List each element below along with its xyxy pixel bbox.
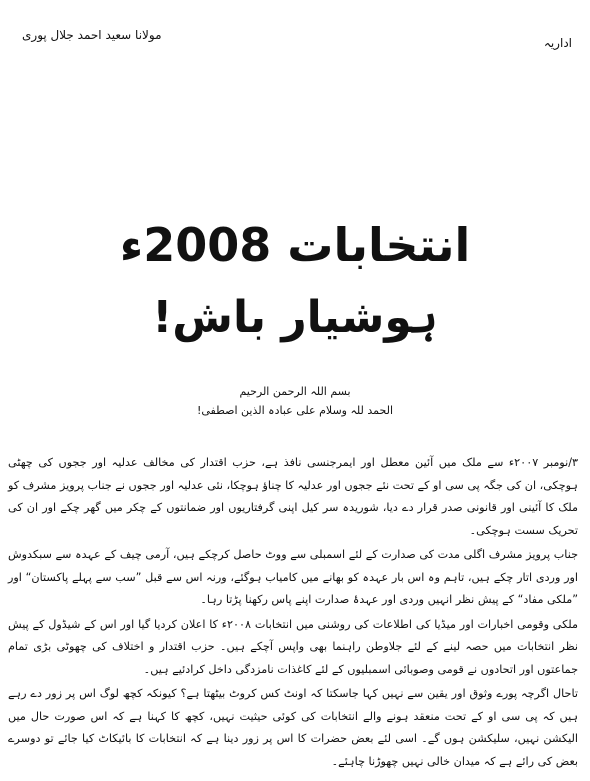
article-body — [8, 452, 578, 775]
page-subtitle: ہوشیار باش! — [152, 292, 438, 343]
article-paragraph: تاحال اگرچہ پورے وثوق اور یقین سے نہیں کہا جاسکتا کہ اونٹ کس کروٹ بیٹھتا ہے؟ کیونکہ کچھ لوگ اس پر زور دے رہے ہیں کہ پی سی او کے تحت منعقد ہونے والے انتخابات کی کوئی حیثیت نہیں، کچھ کا کہنا ہے کہ اس صورت حال میں الیکشن نہیں، سلیکشن ہوں گے۔ اسی لئے بعض حضرات کا اس پر زور دینا ہے کہ انتخابات کا بائیکاٹ کیا جائے تو دوسرے بعض کی رائے ہے کہ میدان خالی نہیں چھوڑنا چاہئے۔ — [8, 687, 578, 768]
article-paragraph: ۳/نومبر ۲۰۰۷ء سے ملک میں آئین معطل اور ایمرجنسی نافذ ہے، حزب اقتدار کی مخالف عدلیہ اور ججوں کی چھٹی ہوچکی، ان کی جگہ پی سی او کے تحت نئے ججوں اور عدلیہ کا چناؤ ہوچکا، نئی عدلیہ اور ججوں نے جناب پرویز مشرف کو ملک کا آئینی اور قانونی صدر قرار دے دیا، شوریدہ سر کیل اپنی گرفتاریوں اور ضمانتوں کے چکر میں گھر چکے اور ان کی تحریک سست ہوچکی۔ — [8, 456, 578, 537]
basmala-line: بسم اللہ الرحمن الرحیم — [239, 385, 351, 398]
section-label: اداریہ — [543, 36, 572, 50]
hamd-line: الحمد للہ وسلام علی عبادہ الذین اصطفی! — [196, 404, 394, 417]
author-name: مولانا سعید احمد جلال پوری — [22, 28, 162, 42]
page-title: انتخابات 2008ء — [119, 218, 471, 272]
article-paragraph: جناب پرویز مشرف اگلی مدت کی صدارت کے لئے اسمبلی سے ووٹ حاصل کرچکے ہیں، آرمی چیف کے عہدہ سے سبکدوش اور وردی اتار چکے ہیں، تاہم وہ اس بار عہدہ کو بھانے میں کامیاب ہوگئے، ورنہ اس سے قبل ”سب سے پہلے پاکستان“ اور ”ملکی مفاد“ کے پیش نظر انہیں وردی اور عہدۂ صدارت اپنے پاس رکھنا پڑتا رہا۔ — [8, 548, 578, 606]
article-paragraph: ملکی وقومی اخبارات اور میڈیا کی اطلاعات کی روشنی میں انتخابات ۲۰۰۸ء کا اعلان کردیا گیا اور اس کے شیڈول کے پیش نظر انتخابات میں حصہ لینے کے لئے جلاوطن راہنما بھی واپس آچکے ہیں۔ حزب اقتدار و اختلاف کی چھوٹی بڑی تمام جماعتوں اور اتحادوں نے قومی وصوبائی اسمبلیوں کے لئے کاغذات نامزدگی داخل کرادئیے ہیں۔ — [8, 617, 578, 676]
